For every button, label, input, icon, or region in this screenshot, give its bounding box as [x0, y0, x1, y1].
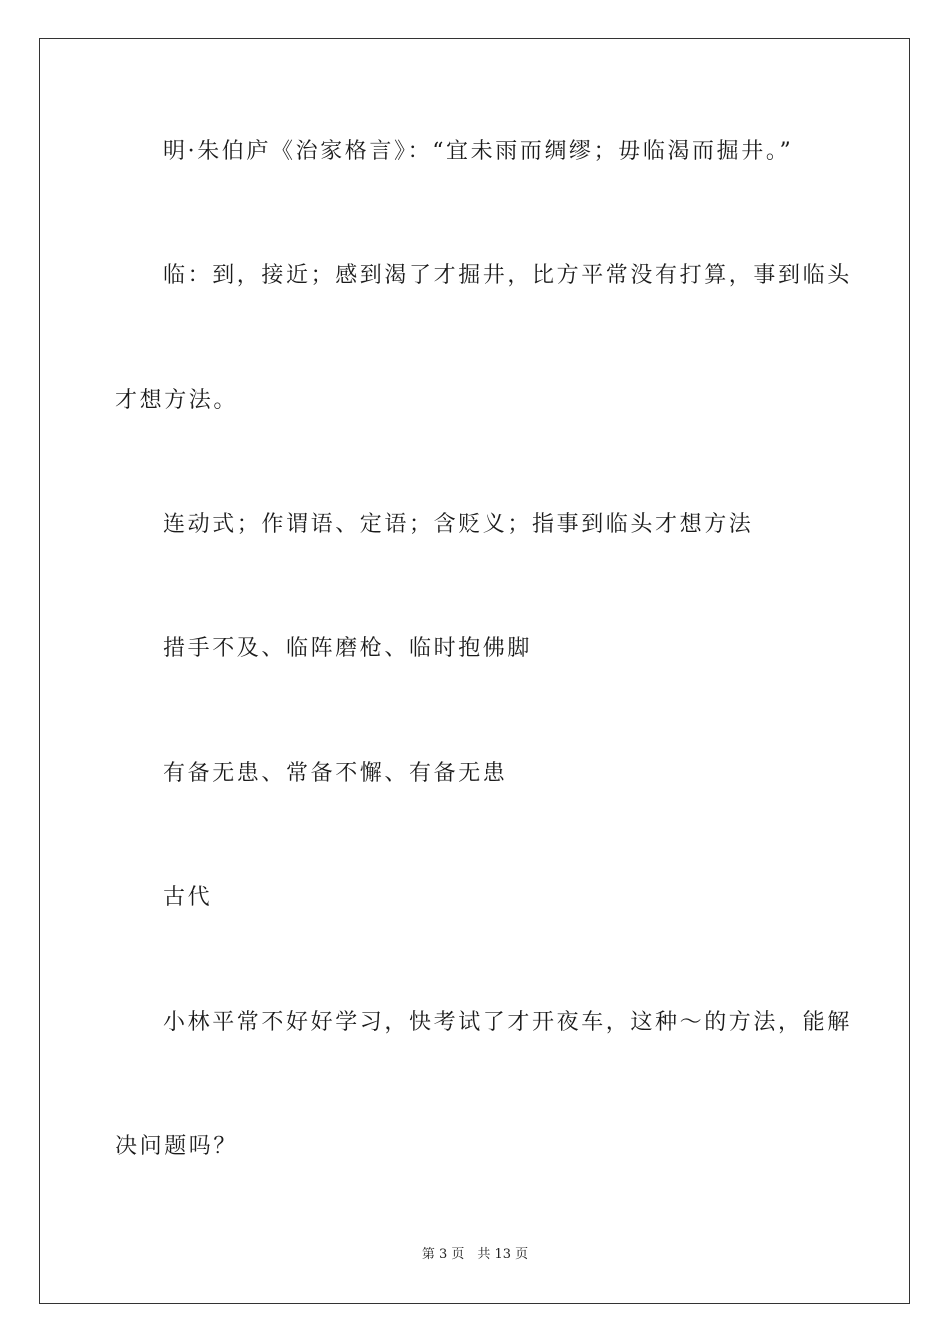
paragraph-example: 小林平常不好好学习，快考试了才开夜车，这种～的方法，能解: [163, 1010, 852, 1035]
paragraph-synonyms: 措手不及、临阵磨枪、临时抱佛脚: [163, 636, 533, 661]
paragraph-era: 古代: [163, 885, 213, 910]
page-number-footer: 第 3 页 共 13 页: [421, 1247, 529, 1262]
paragraph-definition-continued: 才想方法。: [115, 388, 239, 413]
page-border: [39, 38, 910, 1304]
paragraph-source-quote: 明·朱伯庐《治家格言》：“宜未雨而绸缪；毋临渴而掘井。”: [163, 139, 794, 164]
paragraph-usage: 连动式；作谓语、定语；含贬义；指事到临头才想方法: [163, 512, 754, 537]
paragraph-antonyms: 有备无患、常备不懈、有备无患: [163, 761, 508, 786]
paragraph-definition: 临：到，接近；感到渴了才掘井，比方平常没有打算，事到临头: [163, 263, 852, 288]
paragraph-example-continued: 决问题吗？: [115, 1134, 239, 1159]
